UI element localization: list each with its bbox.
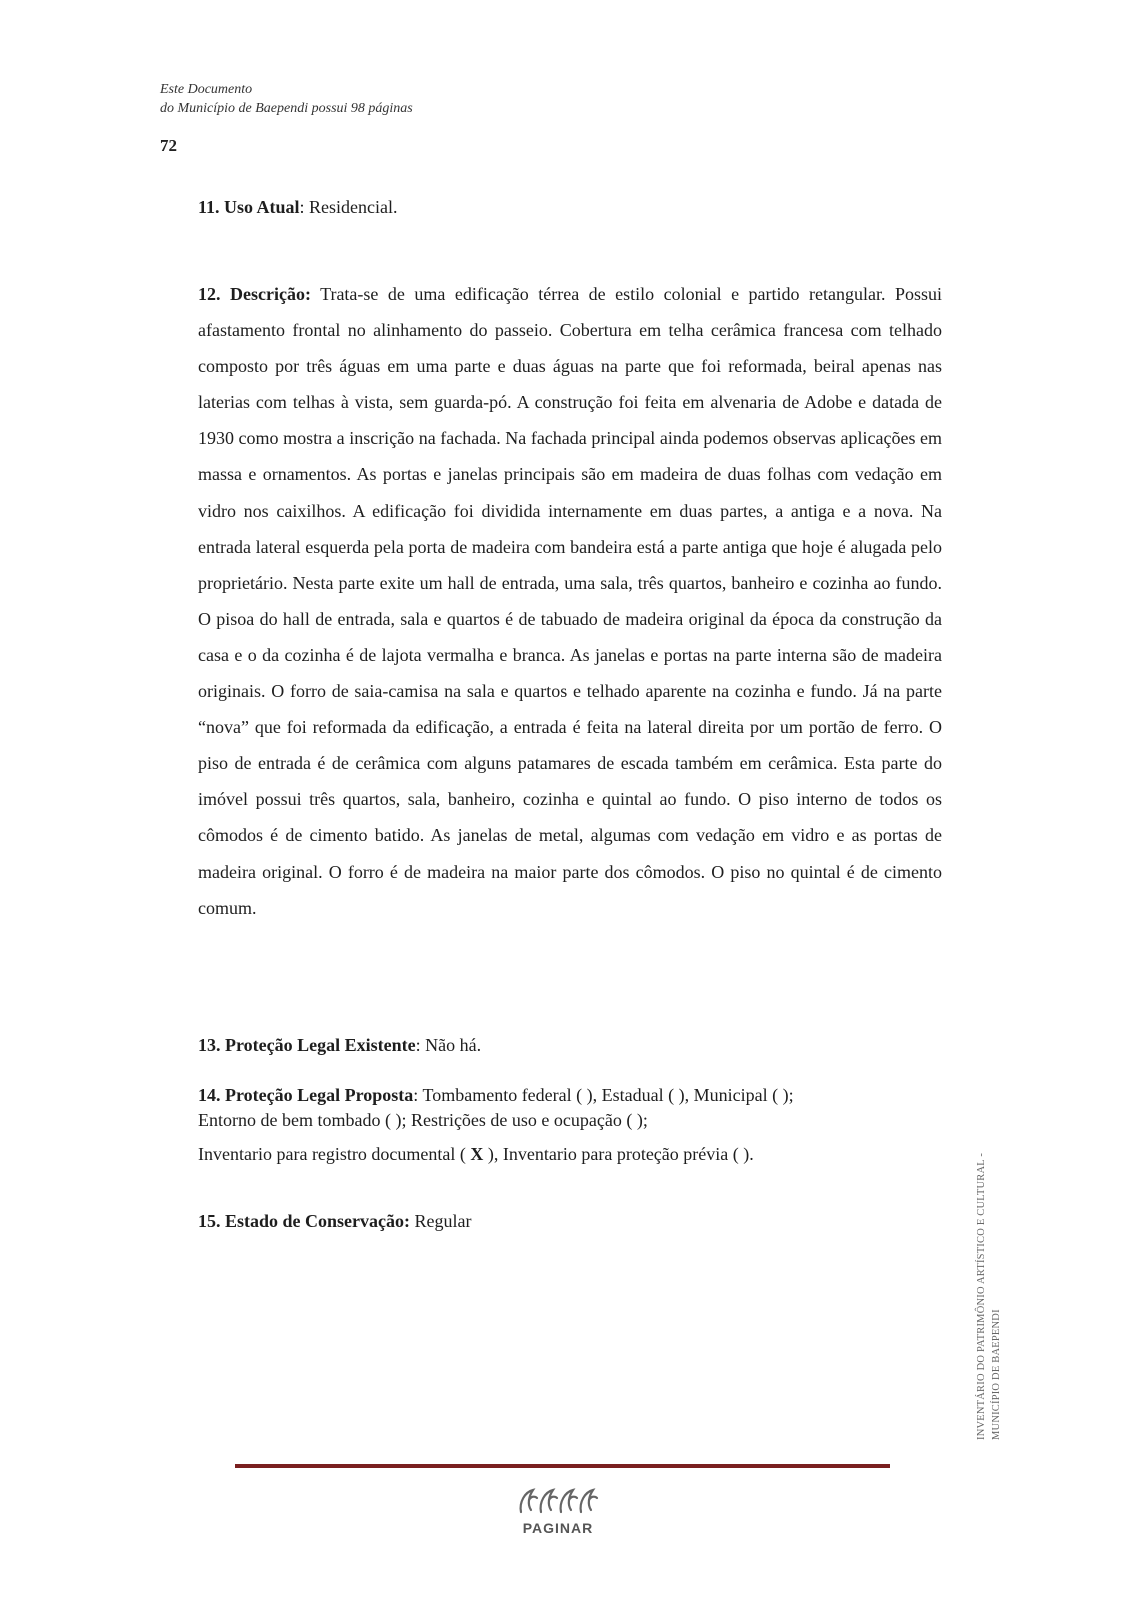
side-line-2: MUNICÍPIO DE BAEPENDI (991, 1309, 1002, 1440)
side-vertical-text (974, 1110, 1004, 1440)
section-15-label: 15. Estado de Conservação: (198, 1211, 410, 1231)
section-14-line-1 (198, 1083, 942, 1108)
section-13-text: : Não há. (415, 1035, 482, 1055)
header-line-2: do Município de Baependi possui 98 páginas (160, 101, 413, 116)
section-11-text: : Residencial. (299, 197, 398, 217)
section-14-text-1: : Tombamento federal ( ), Estadual ( ), Municipal ( ); (413, 1085, 794, 1105)
section-14-text-3b: ), Inventario para proteção prévia ( ). (487, 1144, 754, 1164)
header-line-1: Este Documento (160, 82, 253, 97)
section-12-label: 12. Descrição: (198, 284, 311, 304)
section-15-estado-conservacao (198, 1211, 942, 1232)
paginar-logo (498, 1484, 618, 1548)
side-line-1: INVENTÁRIO DO PATRIMÔNIO ARTÍSTICO E CULTURAL - (976, 1152, 987, 1440)
section-11-label: 11. Uso Atual (198, 197, 300, 217)
section-14-protecao-proposta (198, 1083, 942, 1133)
section-13-label: 13. Proteção Legal Existente (198, 1035, 416, 1055)
section-14-checked-mark: X (465, 1144, 488, 1164)
section-14-line-2: Entorno de bem tombado ( ); Restrições de uso e ocupação ( ); (198, 1110, 648, 1130)
section-12-descricao (198, 276, 942, 926)
section-15-text: Regular (410, 1211, 472, 1231)
paginar-logo-icon (515, 1484, 601, 1518)
page-number: 72 (160, 136, 177, 155)
paginar-logo-text: PAGINAR (522, 1520, 594, 1536)
section-13-protecao-existente (198, 1035, 942, 1056)
section-14-text-3a: Inventario para registro documental ( (198, 1144, 466, 1164)
section-14-line-3 (198, 1144, 942, 1165)
section-12-text: Trata-se de uma edificação térrea de estilo colonial e partido retangular. Possui afastamento frontal no alinhamento do passeio. Cobertura em telha cerâmica francesa com telhado composto por três águas em uma parte e duas águas na parte que foi reformada, beiral apenas nas laterias com telhas à vista, sem guarda-pó. A construção foi feita em alvenaria de Adobe e datada de 1930 como mostra a inscrição na fachada. Na fachada principal ainda podemos observas aplicações em massa e ornamentos. As portas e janelas principais são em madeira de duas folhas com vedação em vidro nos caixilhos. A edificação foi dividida internamente em duas partes, a antiga e a nova. Na entrada lateral esquerda pela porta de madeira com bandeira está a parte antiga que hoje é alugada pelo proprietário. Nesta parte exite um hall de entrada, uma sala, três quartos, banheiro e cozinha ao fundo. O pisoa do hall de entrada, sala e quartos é de tabuado de madeira original da época da construção da casa e o da cozinha é de lajota vermalha e branca. As janelas e portas na parte interna são de madeira originais. O forro de saia-camisa na sala e quartos e telhado aparente na cozinha e fundo. Já na parte “nova” que foi reformada da edificação, a entrada é feita na lateral direita por um portão de ferro. O piso de entrada é de cerâmica com alguns patamares de escada também em cerâmica. Esta parte do imóvel possui três quartos, sala, banheiro, cozinha e quintal ao fundo. O piso interno de todos os cômodos é de cimento batido. As janelas de metal, algumas com vedação em vidro e as portas de madeira original. O forro é de madeira na maior parte dos cômodos. O piso no quintal é de cimento comum. (198, 284, 942, 918)
section-11-uso-atual (198, 197, 942, 218)
document-header (160, 80, 413, 118)
section-14-label: 14. Proteção Legal Proposta (198, 1085, 414, 1105)
footer-rule (235, 1464, 890, 1468)
